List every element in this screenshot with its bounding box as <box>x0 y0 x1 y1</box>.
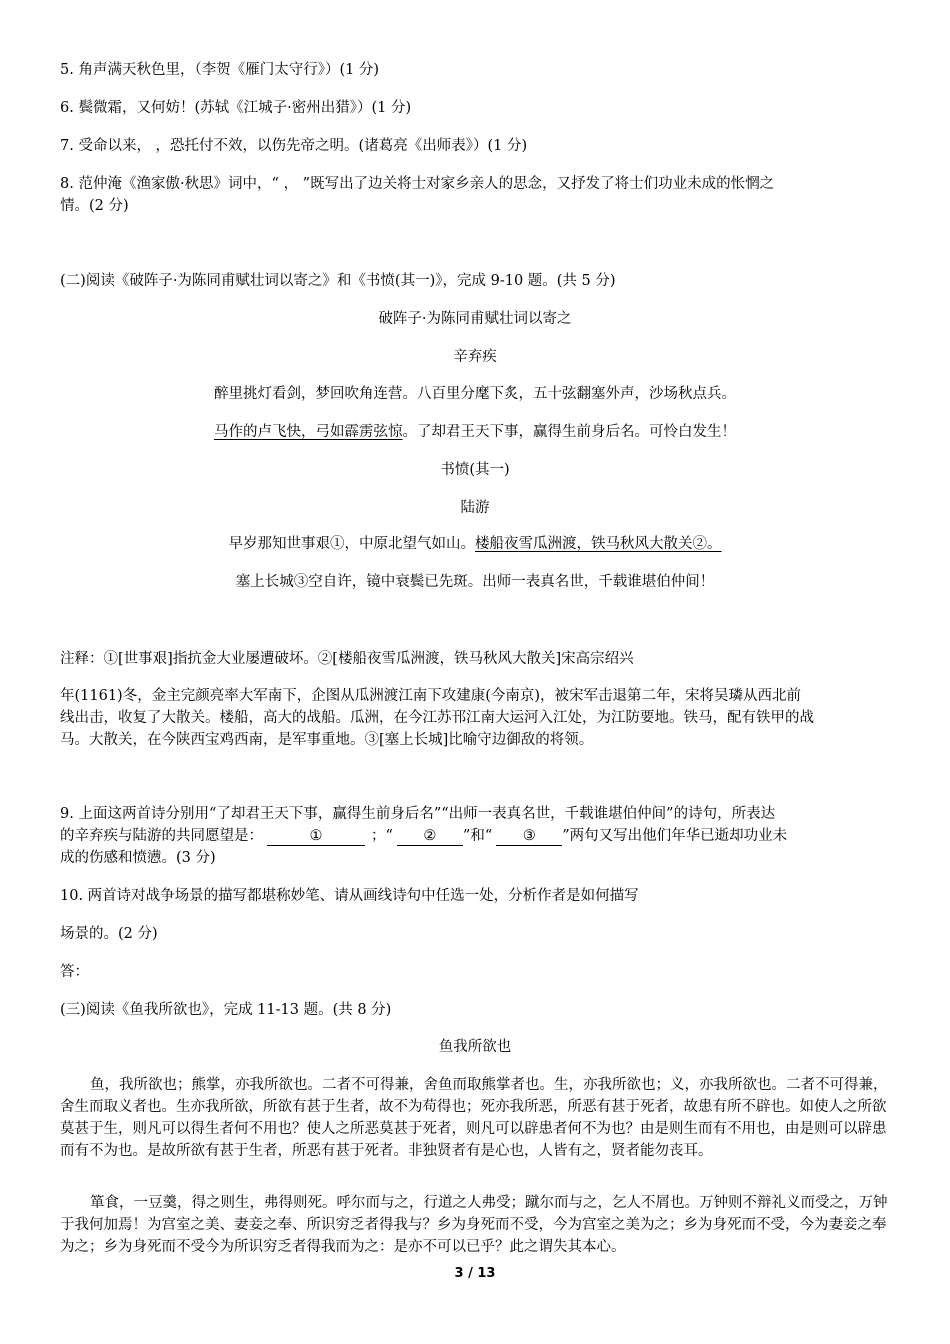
answer-blank-1[interactable]: ① <box>267 827 365 846</box>
poem2-line1 <box>60 533 890 555</box>
question-9-tail: ”两句又写出他们年华已逝却功业未 <box>562 828 788 844</box>
annotation-line3: 线出击，收复了大散关。楼船，高大的战船。瓜洲，在今江苏邗江南大运河入江处，为江防要地。铁马，配有铁甲的战 <box>60 710 814 726</box>
poem2-title: 书愤(其一) <box>440 462 510 478</box>
question-10-line1: 10. 两首诗对战争场景的描写都堪称妙笔、请从画线诗句中任选一处，分析作者是如何描写 <box>60 888 639 904</box>
answer-blank-3[interactable]: ③ <box>496 827 562 846</box>
question-9-connector-2: ”和“ <box>462 828 493 844</box>
annotation-line2: 年(1161)冬，金主完颜亮率大军南下，企图从瓜洲渡江南下攻建康(今南京)，被宋军击退第二年，宋将吴璘从西北前 <box>60 688 802 704</box>
poem2-author: 陆游 <box>460 500 490 516</box>
question-5: 5. 角声满天秋色里，（李贺《雁门太守行》）(1 分) <box>60 62 380 78</box>
question-9-line1: 9. 上面这两首诗分别用“了却君王天下事，赢得生前身后名”“出师一表真名世，千载谁堪伯仲间”的诗句，所表达 <box>60 806 776 822</box>
passage-paragraph-2: 箪食，一豆羹，得之则生，弗得则死。呼尔而与之，行道之人弗受；蹴尔而与之，乞人不屑也。万钟则不辩礼义而受之，万钟于我何加焉！为宫室之美、妻妾之奉、所识穷乏者得我与？乡为身死而不受，今为宫室之美为之；乡为身死而不受，今为妻妾之奉为之；乡为身死而不受今为所识穷乏者得我而为之：是亦不可以已乎？此之谓失其本心。 <box>60 1195 888 1255</box>
question-9-text: 的辛弃疾与陆游的共同愿望是： <box>60 828 263 844</box>
question-9-line2 <box>60 825 890 847</box>
poem2-underlined-verse: 楼船夜雪瓜洲渡，铁马秋风大散关②。 <box>475 536 722 552</box>
poem2-line2: 塞上长城③空自许，镜中衰鬓已先斑。出师一表真名世，千载谁堪伯仲间！ <box>235 574 715 590</box>
section-3-heading: (三)阅读《鱼我所欲也》，完成 11-13 题。(共 8 分) <box>60 1002 392 1018</box>
question-8-line2: 情。(2 分) <box>60 198 129 214</box>
question-9-line3: 成的伤感和愤懑。(3 分) <box>60 850 216 866</box>
question-6: 6. 鬓微霜，又何妨！(苏轼《江城子·密州出猎》）(1 分) <box>60 100 412 116</box>
annotation-line4: 马。大散关，在今陕西宝鸡西南，是军事重地。③[塞上长城]比喻守边御敌的将领。 <box>60 732 594 748</box>
passage-paragraph-1: 鱼，我所欲也；熊掌，亦我所欲也。二者不可得兼，舍鱼而取熊掌者也。生，亦我所欲也；义，亦我所欲也。二者不可得兼，舍生而取义者也。生亦我所欲，所欲有甚于生者，故不为苟得也；死亦我所恶，所恶有甚于死者，故患有所不辟也。如使人之所欲莫甚于生，则凡可以得生者何不用也？使人之所恶莫甚于死者，则凡可以辟患者何不为也？由是则生而有不用也，由是则可以辟患而有不为也。是故所欲有甚于生者，所恶有甚于死者。非独贤者有是心也，人皆有之，贤者能勿丧耳。 <box>60 1077 888 1159</box>
poem1-line1: 醉里挑灯看剑，梦回吹角连营。八百里分麾下炙，五十弦翻塞外声，沙场秋点兵。 <box>214 386 736 402</box>
page-number: 3 / 13 <box>454 1266 496 1281</box>
question-10-line2: 场景的。(2 分) <box>60 926 158 942</box>
poem1-title: 破阵子·为陈同甫赋壮词以寄之 <box>378 311 572 327</box>
answer-label: 答： <box>60 964 89 980</box>
passage-title: 鱼我所欲也 <box>438 1039 512 1055</box>
annotation-line1: 注释：①[世事艰]指抗金大业屡遭破坏。②[楼船夜雪瓜洲渡，铁马秋风大散关]宋高宗绍兴 <box>60 651 634 667</box>
poem1-author: 辛弃疾 <box>453 349 497 365</box>
question-7: 7. 受命以来， ，恐托付不效，以伤先帝之明。(诸葛亮《出师表》）(1 分) <box>60 138 528 154</box>
poem1-line2 <box>60 421 890 443</box>
question-9-connector-1: ；“ <box>371 828 393 844</box>
question-8-line1: 8. 范仲淹《渔家傲·秋思》词中，“ ， ”既写出了边关将士对家乡亲人的思念，又抒发了将士们功业未成的怅惘之 <box>60 176 775 192</box>
poem1-line2-rest: 。了却君王天下事，赢得生前身后名。可怜白发生！ <box>402 424 736 440</box>
poem2-line1-start: 早岁那知世事艰①，中原北望气如山。 <box>228 536 475 552</box>
answer-blank-2[interactable]: ② <box>397 827 463 846</box>
section-2-heading: (二)阅读《破阵子·为陈同甫赋壮词以寄之》和《书愤(其一)》，完成 9-10 题。(共 5 分) <box>60 273 616 289</box>
poem1-underlined-verse: 马作的卢飞快，弓如霹雳弦惊 <box>214 424 403 440</box>
